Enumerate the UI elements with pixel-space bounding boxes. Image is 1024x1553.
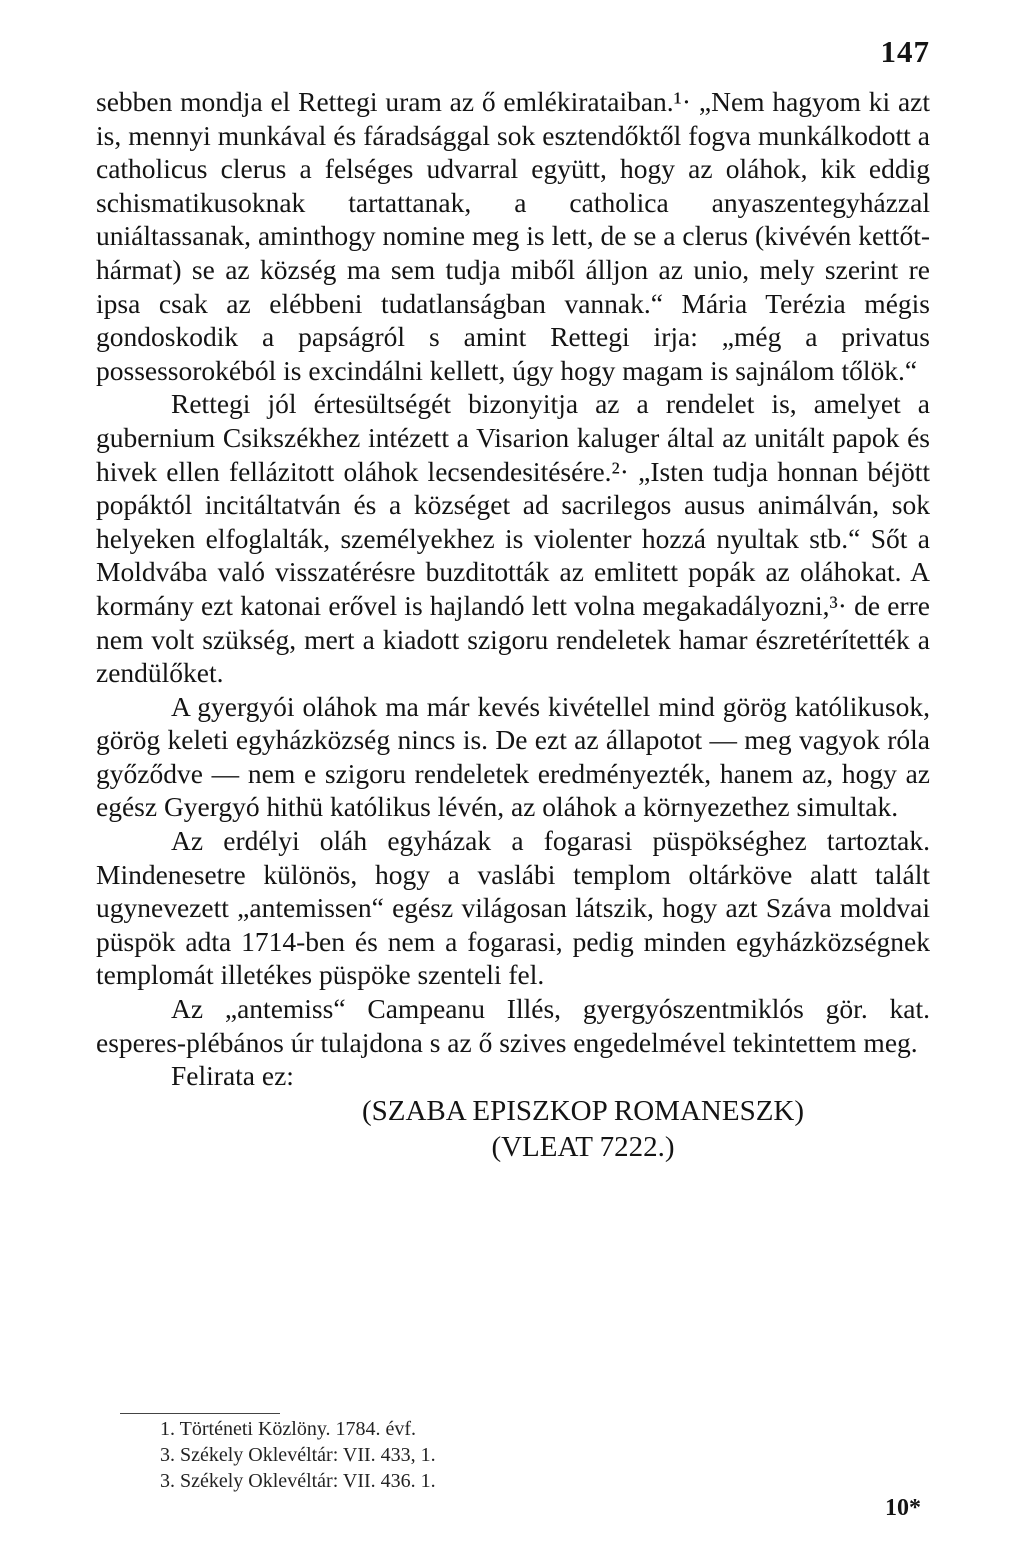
paragraph-2: Rettegi jól értesültségét bizonyitja az a rendelet is, amelyet a gubernium Csikszékhez intézett a Visarion kaluger által az unitált papok és hivek ellen fellázitott oláhok lecsendesitésére.²· „Isten tudja honnan béjött popáktól incitáltatván és a községet ad sacrilegos ausus animálván, sok helyeken elfoglalták, személyekhez is violenter hozzá nyultak stb.“ Sőt a Moldvába való visszatérésre buzditották az emlitett popák az oláhokat. A kormány ezt katonai erővel is hajlandó lett volna megakadályozni,³· de erre nem volt szükség, mert a kiadott szigoru rendeletek hamar észretérítették a zendülőket.: [96, 388, 930, 689]
paragraph-5: Az „antemiss“ Campeanu Illés, gyergyószentmiklós gör. kat. esperes-plébános úr tulajdona s az ő szives engedelmével tekintettem meg.: [96, 993, 930, 1058]
page-number: 147: [880, 34, 930, 69]
inscription-line-1: (SZABA EPISZKOP ROMANESZK): [361, 1094, 805, 1127]
paragraph-3: A gyergyói oláhok ma már kevés kivétellel mind görög katólikusok, görög keleti egyházközség nincs is. De ezt az állapotot — meg vagyok róla győződve — nem e szigoru rendeletek eredményezték, hanem az, hogy az egész Gyergyó hithü katólikus lévén, az oláhok a környezethez simultak.: [96, 690, 930, 823]
paragraph-4: Az erdélyi oláh egyházak a fogarasi püspökséghez tartoztak. Mindenesetre különös, hogy a vaslábi templom oltárköve alatt talált ugynevezett „antemissen“ egész világosan látszik, hogy azt Száva moldvai püspök adta 1714-ben és nem a fogarasi, pedig minden egyházközségnek templomát illetékes püspöke szenteli fel.: [96, 825, 930, 991]
signature-mark: 10*: [885, 1495, 921, 1521]
footnote-divider: [120, 1413, 280, 1414]
inscription: [236, 1093, 930, 1165]
body-text: [96, 85, 930, 1165]
footnote-3: 3. Székely Oklevéltár: VII. 436. 1.: [160, 1470, 436, 1492]
paragraph-1: sebben mondja el Rettegi uram az ő emlékirataiban.¹· „Nem hagyom ki azt is, mennyi munkával és fáradsággal sok esztendőktől fogva munkálkodott a catholicus clerus a felséges udvarral együtt, hogy az oláhok, kik eddig schismatikusoknak tartattanak, a catholica anyaszentegyházzal uniáltassanak, aminthogy nomine meg is lett, de se a clerus (kivévén kettőt-hármat) se az község ma sem tudja miből álljon az unio, mely szerint re ipsa csak az elébbeni tudatlanságban vannak.“ Mária Terézia mégis gondoskodik a papságról s amint Rettegi irja: „még a privatus possessorokéból is excindálni kellett, úgy hogy magam is sajnálom tőlök.“: [96, 86, 930, 386]
footnote-1: 1. Történeti Közlöny. 1784. évf.: [160, 1418, 417, 1440]
footnotes: [160, 1416, 436, 1494]
footnote-2: 3. Székely Oklevéltár: VII. 433, 1.: [160, 1444, 436, 1466]
inscription-label: Felirata ez:: [171, 1060, 294, 1092]
inscription-line-2: (VLEAT 7222.): [491, 1130, 675, 1163]
